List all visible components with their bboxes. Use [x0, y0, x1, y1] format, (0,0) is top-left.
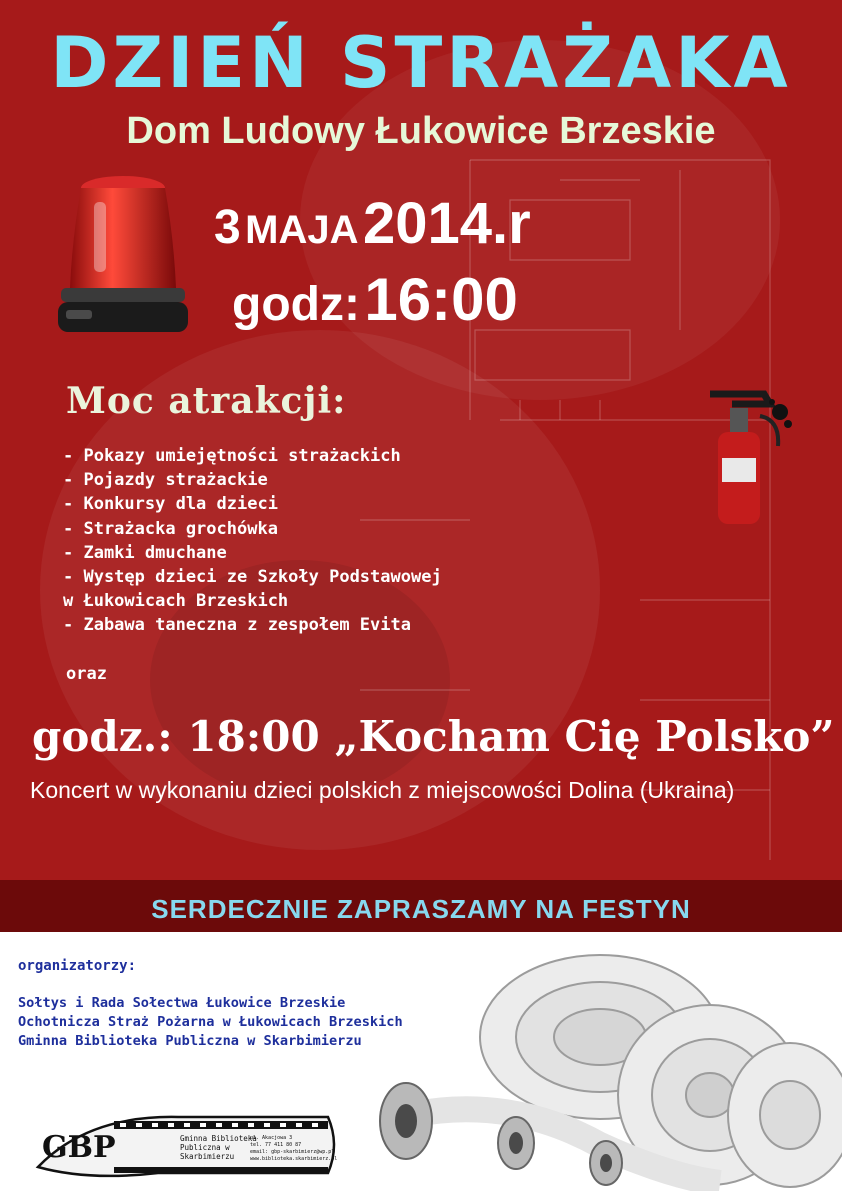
logo-address-line: email: gbp-skarbimierz@wp.pl [250, 1149, 335, 1155]
date-year: 2014.r [362, 191, 531, 256]
attractions-heading: Moc atrakcji: [66, 380, 347, 422]
attractions-list [63, 444, 442, 638]
attraction-item: - Konkursy dla dzieci [63, 494, 278, 515]
logo-name-line: Publiczna w [180, 1143, 230, 1152]
attraction-item: - Występ dzieci ze Szkoły Podstawowej [63, 567, 442, 588]
invitation-banner [0, 880, 842, 932]
event-time [232, 265, 518, 334]
attraction-item: - Pojazdy strażackie [63, 470, 268, 491]
date-month: MAJA [245, 208, 359, 252]
logo-letters: GBP [42, 1130, 116, 1165]
logo-name-line: Gminna Biblioteka [180, 1134, 257, 1143]
attraction-item: - Zamki dmuchane [63, 542, 227, 563]
logo-address-line: ul. Akacjowa 3 [250, 1135, 293, 1141]
organizers-heading: organizatorzy: [18, 958, 137, 974]
concert-heading: godz.: 18:00 „Kocham Cię Polsko” [32, 712, 835, 761]
concert-description: Koncert w wykonaniu dzieci polskich z miejscowości Dolina (Ukraina) [30, 777, 735, 803]
time-label: godz: [232, 278, 360, 331]
and-text: oraz [66, 664, 107, 684]
attraction-item: - Zabawa taneczna z zespołem Evita [63, 615, 411, 636]
organizer-item: Ochotnicza Straż Pożarna w Łukowicach Brzeskich [18, 1014, 403, 1030]
event-title: DZIEŃ STRAŻAKA [50, 22, 792, 104]
fire-hose-icon [370, 945, 842, 1191]
fire-extinguisher-icon [700, 380, 800, 530]
beacon-light-icon [56, 170, 190, 340]
time-value: 16:00 [364, 266, 518, 333]
organizer-item: Sołtys i Rada Sołectwa Łukowice Brzeskie [18, 995, 346, 1011]
library-logo-icon [28, 1095, 346, 1185]
invitation-text: SERDECZNIE ZAPRASZAMY NA FESTYN [151, 894, 691, 924]
logo-address-line: www.biblioteka.skarbimierz.pl [250, 1156, 338, 1162]
event-venue: Dom Ludowy Łukowice Brzeskie [126, 110, 716, 152]
logo-address-line: tel. 77 411 80 87 [250, 1142, 302, 1148]
organizers-list [18, 994, 403, 1051]
attraction-item: - Pokazy umiejętności strażackich [63, 446, 401, 466]
event-date [214, 190, 531, 257]
date-day: 3 [214, 201, 241, 254]
organizer-item: Gminna Biblioteka Publiczna w Skarbimierzu [18, 1033, 362, 1049]
attraction-item: - Strażacka grochówka [63, 518, 278, 539]
attraction-item: w Łukowicach Brzeskich [63, 591, 289, 612]
logo-name-line: Skarbimierzu [180, 1152, 235, 1161]
